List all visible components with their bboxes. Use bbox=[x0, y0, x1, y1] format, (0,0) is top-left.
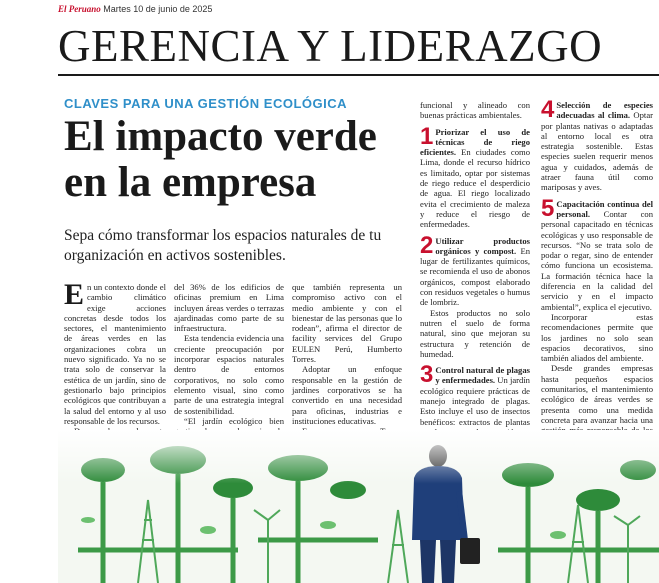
col2-paragraph-2: Esta tendencia evidencia una creciente preocupación por incorporar espacios naturales dentro de entornos corporativos, no solo como elemento visual, sino como parte de una estrategia integral de sostenibilidad. bbox=[174, 333, 284, 416]
col1-paragraph-1: n un contexto donde el cambio climático exige acciones concretas desde todos los sectores, el mantenimiento de áreas verdes en las organizaciones cobra un nuevo significado. Ya no se trata solo de conservar la estética de un jardín, sino de gestionarlo bajo principios ecológicos que contribuyan a la salud del entorno y al uso responsable de los recursos. bbox=[64, 282, 166, 426]
key-number-3: 3 bbox=[420, 361, 434, 389]
headline-line-2: en la empresa bbox=[64, 159, 317, 206]
headline bbox=[64, 114, 377, 206]
drop-cap: E bbox=[64, 278, 85, 311]
key-2-body: En lugar de fertilizantes químicos, se recomienda el uso de abonos orgánicos, compost elaborado con residuos vegetales o humus de lombriz. bbox=[420, 245, 531, 308]
key-4-title: Selección de especies adecuadas al clima. bbox=[556, 100, 653, 121]
eco-industry-illustration bbox=[58, 430, 659, 583]
issue-date: Martes 10 de junio de 2025 bbox=[103, 4, 213, 14]
key-5-body: Contar con personal capacitado en técnicas ecológicas y uso responsable de recursos. “No se trata solo de podar o regar, sino de entender cómo funciona un ecosistema. La formación técnica hace la diferencia en la calidad del servicio y en el impacto ambiental”, explica el ejecutivo. bbox=[541, 208, 653, 312]
col3-paragraph-2: Adoptar un enfoque responsable en la gestión de jardines corporativos se ha convertido en una necesidad para oficinas, industrias e instituciones educativas. bbox=[292, 364, 402, 426]
col5-paragraph-2: Incorporar estas recomendaciones permite que los jardines no solo sean espacios decorativos, sino también aliados del ambiente. bbox=[541, 311, 653, 364]
key-number-4: 4 bbox=[541, 96, 555, 123]
col5-paragraph-3: Desde grandes empresas hasta pequeños espacios comunitarios, el mantenimiento ecológico de áreas verdes se presenta como una medida concreta para avanzar hacia una bbox=[541, 363, 653, 425]
article-column-5 bbox=[541, 96, 653, 446]
headline-line-1: El impacto verde bbox=[64, 113, 377, 160]
newspaper-brand: El Peruano bbox=[58, 4, 101, 14]
key-2-title: Utilizar productos orgánicos y compost. bbox=[435, 235, 530, 256]
col3-paragraph-1: que también representa un compromiso activo con el medio ambiente y con el bienestar de las personas que lo rodean”, afirma el director de facility services del Grupo EULEN Perú, Humberto Torres. bbox=[292, 282, 402, 365]
key-2-paragraph-2: Estos productos no solo nutren el suelo de forma natural, sino que mejoran su estructura y retención de humedad. bbox=[420, 307, 530, 359]
key-number-1: 1 bbox=[420, 122, 434, 150]
section-rule bbox=[58, 74, 659, 76]
key-3-title: Control natural de plagas y enfermedades. bbox=[435, 365, 530, 386]
key-5-title: Capacitación continua del personal. bbox=[556, 198, 653, 219]
key-3-body: Un jardín ecológico requiere prácticas de manejo integrado de plagas. Esto incluye el uso de insectos benéficos: extractos de plantas bbox=[420, 375, 530, 427]
section-title: GERENCIA Y LIDERAZGO bbox=[58, 21, 603, 71]
col2-paragraph-3: “El jardín ecológico bien bbox=[184, 415, 284, 426]
kicker: CLAVES PARA UNA GESTIÓN ECOLÓGICA bbox=[64, 96, 348, 111]
key-1-title: Priorizar el uso de técnicas de riego eficientes. bbox=[420, 126, 530, 158]
subheadline: Sepa cómo transformar los espacios naturales de tu organización en activos sostenibles. bbox=[64, 227, 382, 264]
page-header bbox=[58, 4, 212, 14]
key-4-body: Optar por plantas nativas o adaptadas al entorno local es otra estrategia sostenible. Estas especies suelen requerir menos agua y cuidados, además de atraer fauna útil como mariposas y aves. bbox=[541, 110, 653, 193]
key-number-2: 2 bbox=[420, 231, 434, 259]
col4-intro: funcional y alineado con buenas prácticas ambientales. bbox=[420, 100, 530, 121]
key-1-body: En ciudades como Lima, donde el recurso hídrico es limitado, optar por sistemas de riego reduce el desperdicio de agua. El riego localizado evita el crecimiento de maleza y reduce el riesgo de enfermedades. bbox=[420, 147, 530, 230]
col2-paragraph-1: del 36% de los edificios de oficinas premium en Lima incluyen áreas verdes o terrazas ajardinadas como parte de su infraestructura. bbox=[174, 282, 284, 334]
key-number-5: 5 bbox=[541, 194, 555, 222]
article-column-4 bbox=[420, 100, 530, 448]
